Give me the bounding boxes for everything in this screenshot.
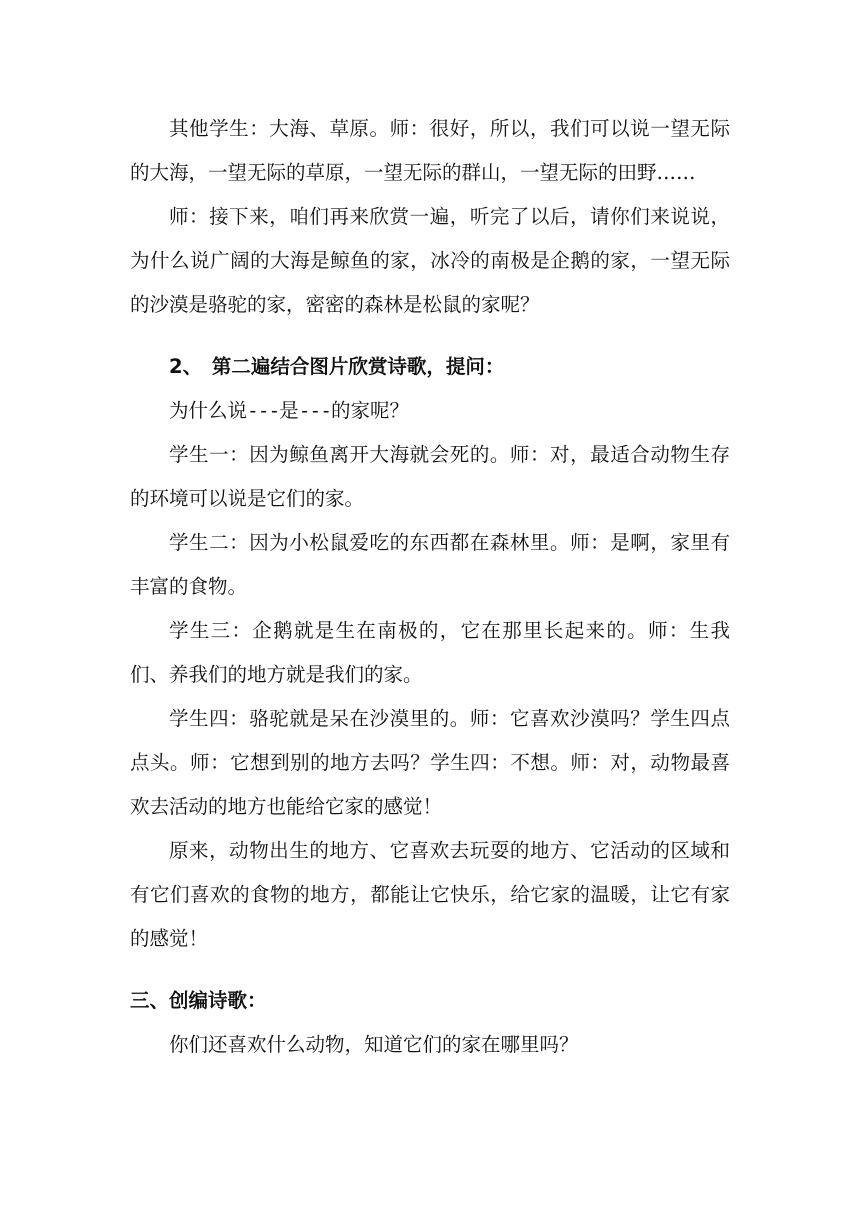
question-paragraph	[130, 389, 730, 433]
question-mid: 是	[279, 399, 299, 422]
paragraph-teacher-prompt: 师：接下来，咱们再来欣赏一遍，听完了以后，请你们来说说，为什么说广阔的大海是鲸鱼的家，冰冷的南极是企鹅的家，一望无际的沙漠是骆驼的家，密密的森林是松鼠的家呢？	[130, 205, 730, 316]
paragraph-student-1: 学生一：因为鲸鱼离开大海就会死的。师：对，最适合动物生存的环境可以说是它们的家。	[130, 443, 730, 510]
question-blank-1: ---	[247, 399, 280, 422]
section-3-heading: 三、创编诗歌：	[130, 989, 267, 1012]
document-body	[130, 107, 730, 1067]
paragraph-section-3-question: 你们还喜欢什么动物，知道它们的家在哪里吗？	[169, 1033, 579, 1056]
paragraph-gap	[130, 961, 730, 979]
question-prefix: 为什么说	[169, 399, 248, 422]
step-2-heading: 2、 第二遍结合图片欣赏诗歌，提问：	[169, 355, 505, 378]
paragraph-gap	[130, 327, 730, 345]
paragraph-student-3: 学生三：企鹅就是生在南极的，它在那里长起来的。师：生我们、养我们的地方就是我们的家。	[130, 619, 730, 686]
paragraph-other-students: 其他学生：大海、草原。师：很好，所以，我们可以说一望无际的大海，一望无际的草原，一望无际的群山，一望无际的田野……	[130, 117, 730, 184]
paragraph-summary: 原来，动物出生的地方、它喜欢去玩耍的地方、它活动的区域和有它们喜欢的食物的地方，都能让它快乐，给它家的温暖，让它有家的感觉！	[130, 839, 730, 950]
question-blank-2: ---	[298, 399, 331, 422]
paragraph-student-4: 学生四：骆驼就是呆在沙漠里的。师：它喜欢沙漠吗？学生四点点头。师：它想到别的地方去吗？学生四：不想。师：对，动物最喜欢去活动的地方也能给它家的感觉！	[130, 707, 730, 818]
question-suffix: 的家呢？	[331, 399, 410, 422]
paragraph-student-2: 学生二：因为小松鼠爱吃的东西都在森林里。师：是啊，家里有丰富的食物。	[130, 531, 730, 598]
